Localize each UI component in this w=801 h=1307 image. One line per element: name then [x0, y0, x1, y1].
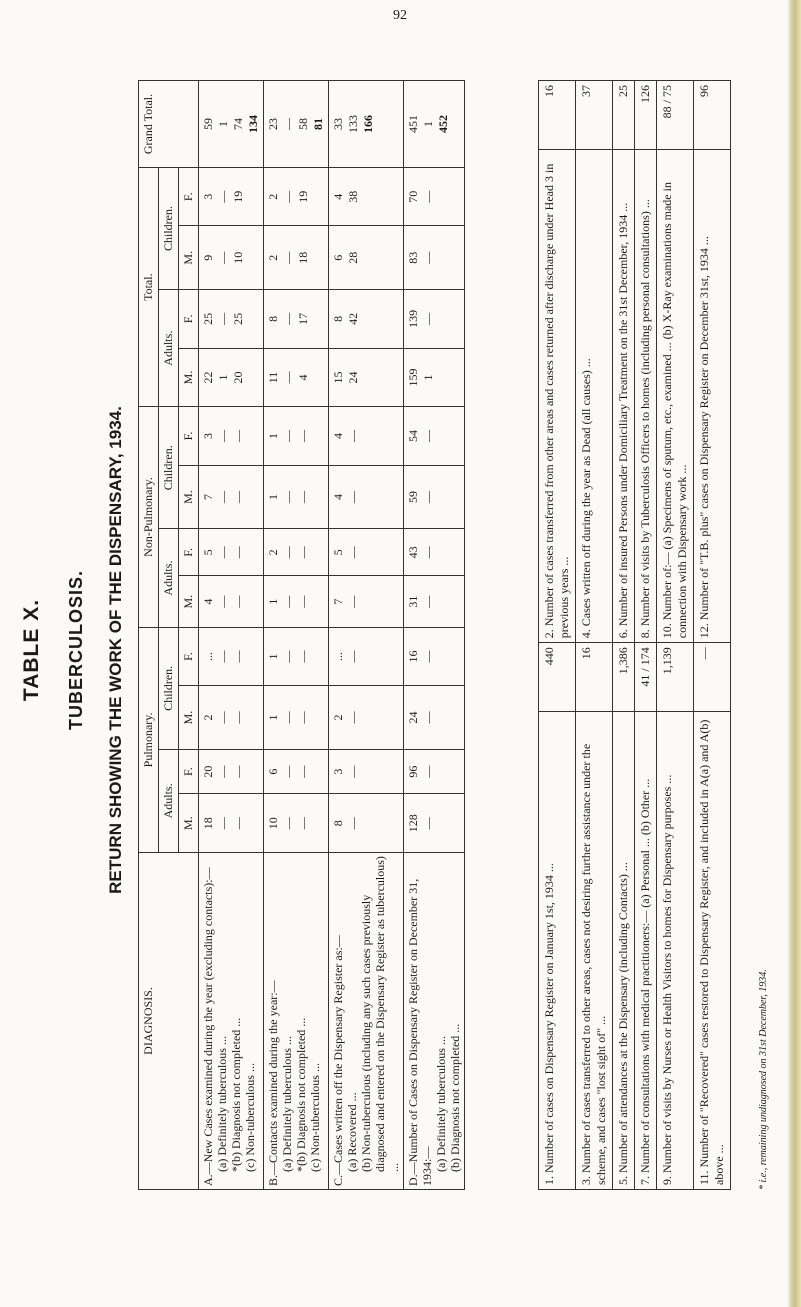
summary-right-label: 10. Number of:— (a) Specimens of sputum, etc., examined ... (b) X-Ray examinations made in connection with Dispensary work ... — [657, 150, 694, 643]
value: — — [296, 595, 310, 608]
value: — — [281, 765, 295, 778]
value: 38 — [346, 190, 360, 203]
value: 3 — [201, 193, 215, 200]
value-cell — [264, 348, 329, 407]
value: 24 — [346, 371, 360, 384]
value: — — [421, 650, 435, 663]
col-children: Children. — [159, 627, 179, 749]
value-cell — [404, 348, 465, 407]
value: 8 — [331, 820, 345, 827]
value: — — [216, 817, 230, 830]
grand-total-cell — [264, 81, 329, 168]
row-sublabel: *(b) Diagnosis not completed ... — [294, 1017, 308, 1172]
col-children: Children. — [159, 168, 179, 290]
value: — — [296, 491, 310, 504]
row-sublabel: (c) Non-tuberculous ... — [243, 1063, 257, 1172]
grand-total-value: 58 — [296, 118, 310, 130]
value-cell — [329, 686, 404, 750]
value: 2 — [331, 714, 345, 721]
table-row — [404, 81, 465, 1190]
value-cell — [199, 407, 264, 465]
value-cell — [329, 226, 404, 290]
value-cell — [404, 290, 465, 349]
grand-total-cell — [404, 81, 465, 168]
summary-left-label: 7. Number of consultations with medical practitioners:— (a) Personal ... (b) Other ... — [635, 712, 657, 1190]
value-cell — [329, 529, 404, 576]
value: 139 — [406, 309, 420, 328]
col-grand-total: Grand Total. — [139, 81, 199, 168]
summary-left-value: — — [694, 643, 731, 712]
value: 3 — [201, 433, 215, 440]
diagnosis-cell — [404, 853, 465, 1190]
value: 16 — [406, 650, 420, 663]
table-row — [199, 81, 264, 1190]
value-cell — [404, 686, 465, 750]
row-label: D.—Number of Cases on Dispensary Register on December 31, 1934:— — [406, 878, 434, 1186]
grand-total-sum: 134 — [246, 115, 260, 133]
rotated-page — [18, 50, 778, 1250]
table-heading: RETURN SHOWING THE WORK OF THE DISPENSARY, 1934. — [106, 406, 125, 894]
value-cell — [199, 576, 264, 627]
value-cell — [264, 529, 329, 576]
summary-row — [576, 81, 613, 1190]
value: — — [346, 595, 360, 608]
value: — — [346, 491, 360, 504]
value: — — [421, 595, 435, 608]
value: — — [421, 430, 435, 443]
summary-right-label: 8. Number of visits by Tuberculosis Officers to homes (including personal consultations) ... — [635, 150, 657, 643]
value: 1 — [216, 374, 230, 381]
value: — — [281, 312, 295, 325]
value: 1 — [266, 653, 280, 660]
value: 17 — [296, 312, 310, 325]
row-sublabel: (a) Recovered ... — [345, 1092, 359, 1172]
col-female: F. — [179, 168, 199, 226]
value: — — [281, 817, 295, 830]
value: 3 — [331, 768, 345, 775]
col-male: M. — [179, 794, 199, 853]
summary-row — [694, 81, 731, 1190]
value: 25 — [231, 312, 245, 325]
value: — — [281, 430, 295, 443]
value: — — [296, 546, 310, 559]
value: 4 — [296, 374, 310, 381]
value-cell — [264, 465, 329, 529]
value: 15 — [331, 371, 345, 384]
value: 2 — [266, 254, 280, 261]
summary-left-label: 11. Number of "Recovered" cases restored to Dispensary Register, and included in A(a) and A(b) above ... — [694, 712, 731, 1190]
summary-right-value: 25 — [613, 81, 635, 150]
summary-left-value: 1,139 — [657, 643, 694, 712]
value-cell — [404, 794, 465, 853]
col-female: F. — [179, 407, 199, 465]
value: 43 — [406, 546, 420, 559]
dispensary-table — [138, 80, 465, 1190]
value: — — [346, 817, 360, 830]
value-cell — [404, 529, 465, 576]
grand-total-sum: 452 — [436, 115, 450, 133]
summary-right-value: 88 / 75 — [657, 81, 694, 150]
row-sublabel: (b) Diagnosis not completed ... — [448, 1023, 462, 1172]
value-cell — [329, 290, 404, 349]
summary-left-value: 1,386 — [613, 643, 635, 712]
summary-left-label: 9. Number of visits by Nurses or Health Visitors to homes for Dispensary purposes ... — [657, 712, 694, 1190]
value: — — [216, 595, 230, 608]
value: — — [216, 251, 230, 264]
value: 83 — [406, 251, 420, 264]
grand-total-value: 1 — [421, 121, 435, 127]
value: — — [421, 491, 435, 504]
value: 25 — [201, 312, 215, 325]
value-cell — [329, 576, 404, 627]
value: 10 — [231, 251, 245, 264]
value-cell — [264, 794, 329, 853]
value: 59 — [406, 491, 420, 504]
col-adults: Adults. — [159, 749, 179, 852]
value: — — [296, 650, 310, 663]
value: 96 — [406, 765, 420, 778]
value: 6 — [331, 254, 345, 261]
value: — — [421, 546, 435, 559]
col-female: F. — [179, 529, 199, 576]
value: 1 — [421, 374, 435, 381]
value: 1 — [266, 714, 280, 721]
value-cell — [329, 168, 404, 226]
value: — — [231, 546, 245, 559]
col-male: M. — [179, 465, 199, 529]
value: — — [346, 546, 360, 559]
value-cell — [199, 627, 264, 685]
grand-total-value: 1 — [216, 121, 230, 127]
value: — — [281, 711, 295, 724]
value: — — [281, 595, 295, 608]
value: 5 — [331, 549, 345, 556]
value: — — [281, 491, 295, 504]
value: — — [216, 546, 230, 559]
value: — — [421, 312, 435, 325]
value-cell — [404, 407, 465, 465]
col-male: M. — [179, 348, 199, 407]
value: 1 — [266, 433, 280, 440]
col-male: M. — [179, 226, 199, 290]
value: 128 — [406, 814, 420, 833]
value-cell — [264, 290, 329, 349]
value: 5 — [201, 549, 215, 556]
value: 20 — [201, 765, 215, 778]
value-cell — [199, 749, 264, 794]
row-sublabel: (a) Definitely tuberculous ... — [280, 1036, 294, 1172]
value-cell — [329, 465, 404, 529]
value-cell — [329, 794, 404, 853]
value: — — [231, 765, 245, 778]
value: 19 — [231, 190, 245, 203]
value-cell — [404, 226, 465, 290]
summary-left-value: 16 — [576, 643, 613, 712]
value: 6 — [266, 768, 280, 775]
value: — — [231, 711, 245, 724]
value-cell — [199, 168, 264, 226]
value: — — [421, 190, 435, 203]
summary-left-label: 5. Number of attendances at the Dispensary (including Contacts) ... — [613, 712, 635, 1190]
value: 54 — [406, 430, 420, 443]
value-cell — [199, 348, 264, 407]
summary-right-label: 4. Cases written off during the year as Dead (all causes) ... — [576, 150, 613, 643]
value-cell — [264, 168, 329, 226]
summary-row — [539, 81, 576, 1190]
table-row — [329, 81, 404, 1190]
value: 42 — [346, 312, 360, 325]
value-cell — [199, 226, 264, 290]
value: 10 — [266, 817, 280, 830]
col-female: F. — [179, 627, 199, 685]
value: 9 — [201, 254, 215, 261]
value-cell — [264, 576, 329, 627]
value: — — [296, 430, 310, 443]
value-cell — [199, 290, 264, 349]
value: — — [216, 491, 230, 504]
summary-left-label: 1. Number of cases on Dispensary Register on January 1st, 1934 ... — [539, 712, 576, 1190]
value-cell — [199, 465, 264, 529]
value: 11 — [266, 371, 280, 384]
value: 2 — [266, 193, 280, 200]
value: — — [346, 650, 360, 663]
value: 28 — [346, 251, 360, 264]
value: 20 — [231, 371, 245, 384]
grand-total-value: — — [281, 118, 295, 130]
table-row — [264, 81, 329, 1190]
value: ... — [331, 652, 345, 662]
scan-edge — [787, 0, 801, 1307]
diagnosis-cell — [199, 853, 264, 1190]
summary-row — [613, 81, 635, 1190]
value-cell — [329, 749, 404, 794]
value-cell — [404, 168, 465, 226]
value-cell — [264, 686, 329, 750]
diagnosis-cell — [329, 853, 404, 1190]
value: 2 — [266, 549, 280, 556]
value: 7 — [201, 494, 215, 501]
col-female: F. — [179, 749, 199, 794]
value-cell — [264, 226, 329, 290]
value-cell — [264, 407, 329, 465]
value: 24 — [406, 711, 420, 724]
row-sublabel: *(b) Diagnosis not completed ... — [229, 1017, 243, 1172]
value-cell — [264, 749, 329, 794]
value: 22 — [201, 371, 215, 384]
value-cell — [329, 407, 404, 465]
summary-row — [635, 81, 657, 1190]
col-total: Total. — [139, 168, 159, 407]
summary-left-value: 440 — [539, 643, 576, 712]
summary-right-label: 12. Number of "T.B. plus" cases on Dispensary Register on December 31st, 1934 ... — [694, 150, 731, 643]
value: 2 — [201, 714, 215, 721]
summary-right-value: 16 — [539, 81, 576, 150]
summary-right-value: 37 — [576, 81, 613, 150]
value: 4 — [331, 494, 345, 501]
grand-total-value: 59 — [201, 118, 215, 130]
value-cell — [329, 348, 404, 407]
value: 8 — [266, 315, 280, 322]
value: 159 — [406, 368, 420, 387]
grand-total-value: 23 — [266, 118, 280, 130]
grand-total-sum: 81 — [311, 118, 325, 130]
summary-right-value: 126 — [635, 81, 657, 150]
value: 4 — [201, 598, 215, 605]
value-cell — [404, 627, 465, 685]
value-cell — [199, 686, 264, 750]
value: 18 — [296, 251, 310, 264]
col-diagnosis: DIAGNOSIS. — [139, 853, 199, 1190]
value-cell — [264, 627, 329, 685]
grand-total-value: 74 — [231, 118, 245, 130]
value-cell — [404, 576, 465, 627]
value: — — [231, 491, 245, 504]
value: — — [421, 711, 435, 724]
value: — — [281, 190, 295, 203]
value: — — [346, 711, 360, 724]
row-sublabel: (a) Definitely tuberculous ... — [434, 1036, 448, 1172]
value: — — [296, 765, 310, 778]
value: — — [216, 430, 230, 443]
value: — — [281, 546, 295, 559]
value: — — [216, 711, 230, 724]
col-non-pulmonary: Non-Pulmonary. — [139, 407, 159, 628]
value: 19 — [296, 190, 310, 203]
value: — — [346, 430, 360, 443]
value: — — [281, 650, 295, 663]
grand-total-cell — [199, 81, 264, 168]
value: — — [216, 765, 230, 778]
summary-right-label: 6. Number of insured Persons under Domiciliary Treatment on the 31st December, 1934 ... — [613, 150, 635, 643]
col-male: M. — [179, 576, 199, 627]
value-cell — [404, 465, 465, 529]
grand-total-value: 33 — [331, 118, 345, 130]
value: — — [216, 190, 230, 203]
value: — — [281, 371, 295, 384]
value: — — [231, 817, 245, 830]
row-label: B.—Contacts examined during the year:— — [266, 980, 280, 1186]
summary-left-label: 3. Number of cases transferred to other areas, cases not desiring further assistance under the scheme, and cases "lost sight of" ... — [576, 712, 613, 1190]
summary-items — [538, 80, 731, 1190]
col-children: Children. — [159, 407, 179, 529]
value: 1 — [266, 598, 280, 605]
value: ... — [201, 652, 215, 662]
value-cell — [199, 794, 264, 853]
value: — — [281, 251, 295, 264]
summary-left-value: 41 / 174 — [635, 643, 657, 712]
value-cell — [404, 749, 465, 794]
value: — — [216, 650, 230, 663]
row-label: C.—Cases written off the Dispensary Register as:— — [331, 935, 345, 1186]
value: — — [296, 817, 310, 830]
row-sublabel: (c) Non-tuberculous ... — [308, 1063, 322, 1172]
summary-right-label: 2. Number of cases transferred from other areas and cases returned after discharge under Head 3 in previous years ... — [539, 150, 576, 643]
value: — — [421, 817, 435, 830]
value: 18 — [201, 817, 215, 830]
diagnosis-cell — [264, 853, 329, 1190]
value: — — [216, 312, 230, 325]
footnote: * i.e., remaining undiagnosed on 31st December, 1934. — [758, 969, 769, 1190]
value: 1 — [266, 494, 280, 501]
grand-total-sum: 166 — [361, 115, 375, 133]
col-pulmonary: Pulmonary. — [139, 627, 159, 852]
row-sublabel: (a) Definitely tuberculous ... — [215, 1036, 229, 1172]
value: — — [346, 765, 360, 778]
value: 31 — [406, 595, 420, 608]
value: 4 — [331, 433, 345, 440]
grand-total-value: 451 — [406, 115, 420, 133]
col-adults: Adults. — [159, 290, 179, 407]
col-adults: Adults. — [159, 529, 179, 628]
value: 70 — [406, 190, 420, 203]
value: 7 — [331, 598, 345, 605]
row-label: A.—New Cases examined during the year (excluding contacts):— — [201, 867, 215, 1186]
value: — — [231, 595, 245, 608]
value: — — [421, 765, 435, 778]
table-title: TABLE X. — [20, 598, 43, 702]
value: — — [296, 711, 310, 724]
value-cell — [199, 529, 264, 576]
summary-right-value: 96 — [694, 81, 731, 150]
value: 8 — [331, 315, 345, 322]
value: — — [231, 430, 245, 443]
col-male: M. — [179, 686, 199, 750]
grand-total-cell — [329, 81, 404, 168]
table-subtitle: TUBERCULOSIS. — [66, 570, 86, 731]
col-female: F. — [179, 290, 199, 349]
row-sublabel: (b) Non-tuberculous (including any such cases previously diagnosed and entered on the Dispensary Register as tuberculous) ... — [359, 856, 401, 1172]
value: — — [231, 650, 245, 663]
value: 4 — [331, 193, 345, 200]
summary-row — [657, 81, 694, 1190]
value-cell — [329, 627, 404, 685]
page-number: 92 — [393, 8, 407, 23]
grand-total-value: 133 — [346, 115, 360, 133]
value: — — [421, 251, 435, 264]
